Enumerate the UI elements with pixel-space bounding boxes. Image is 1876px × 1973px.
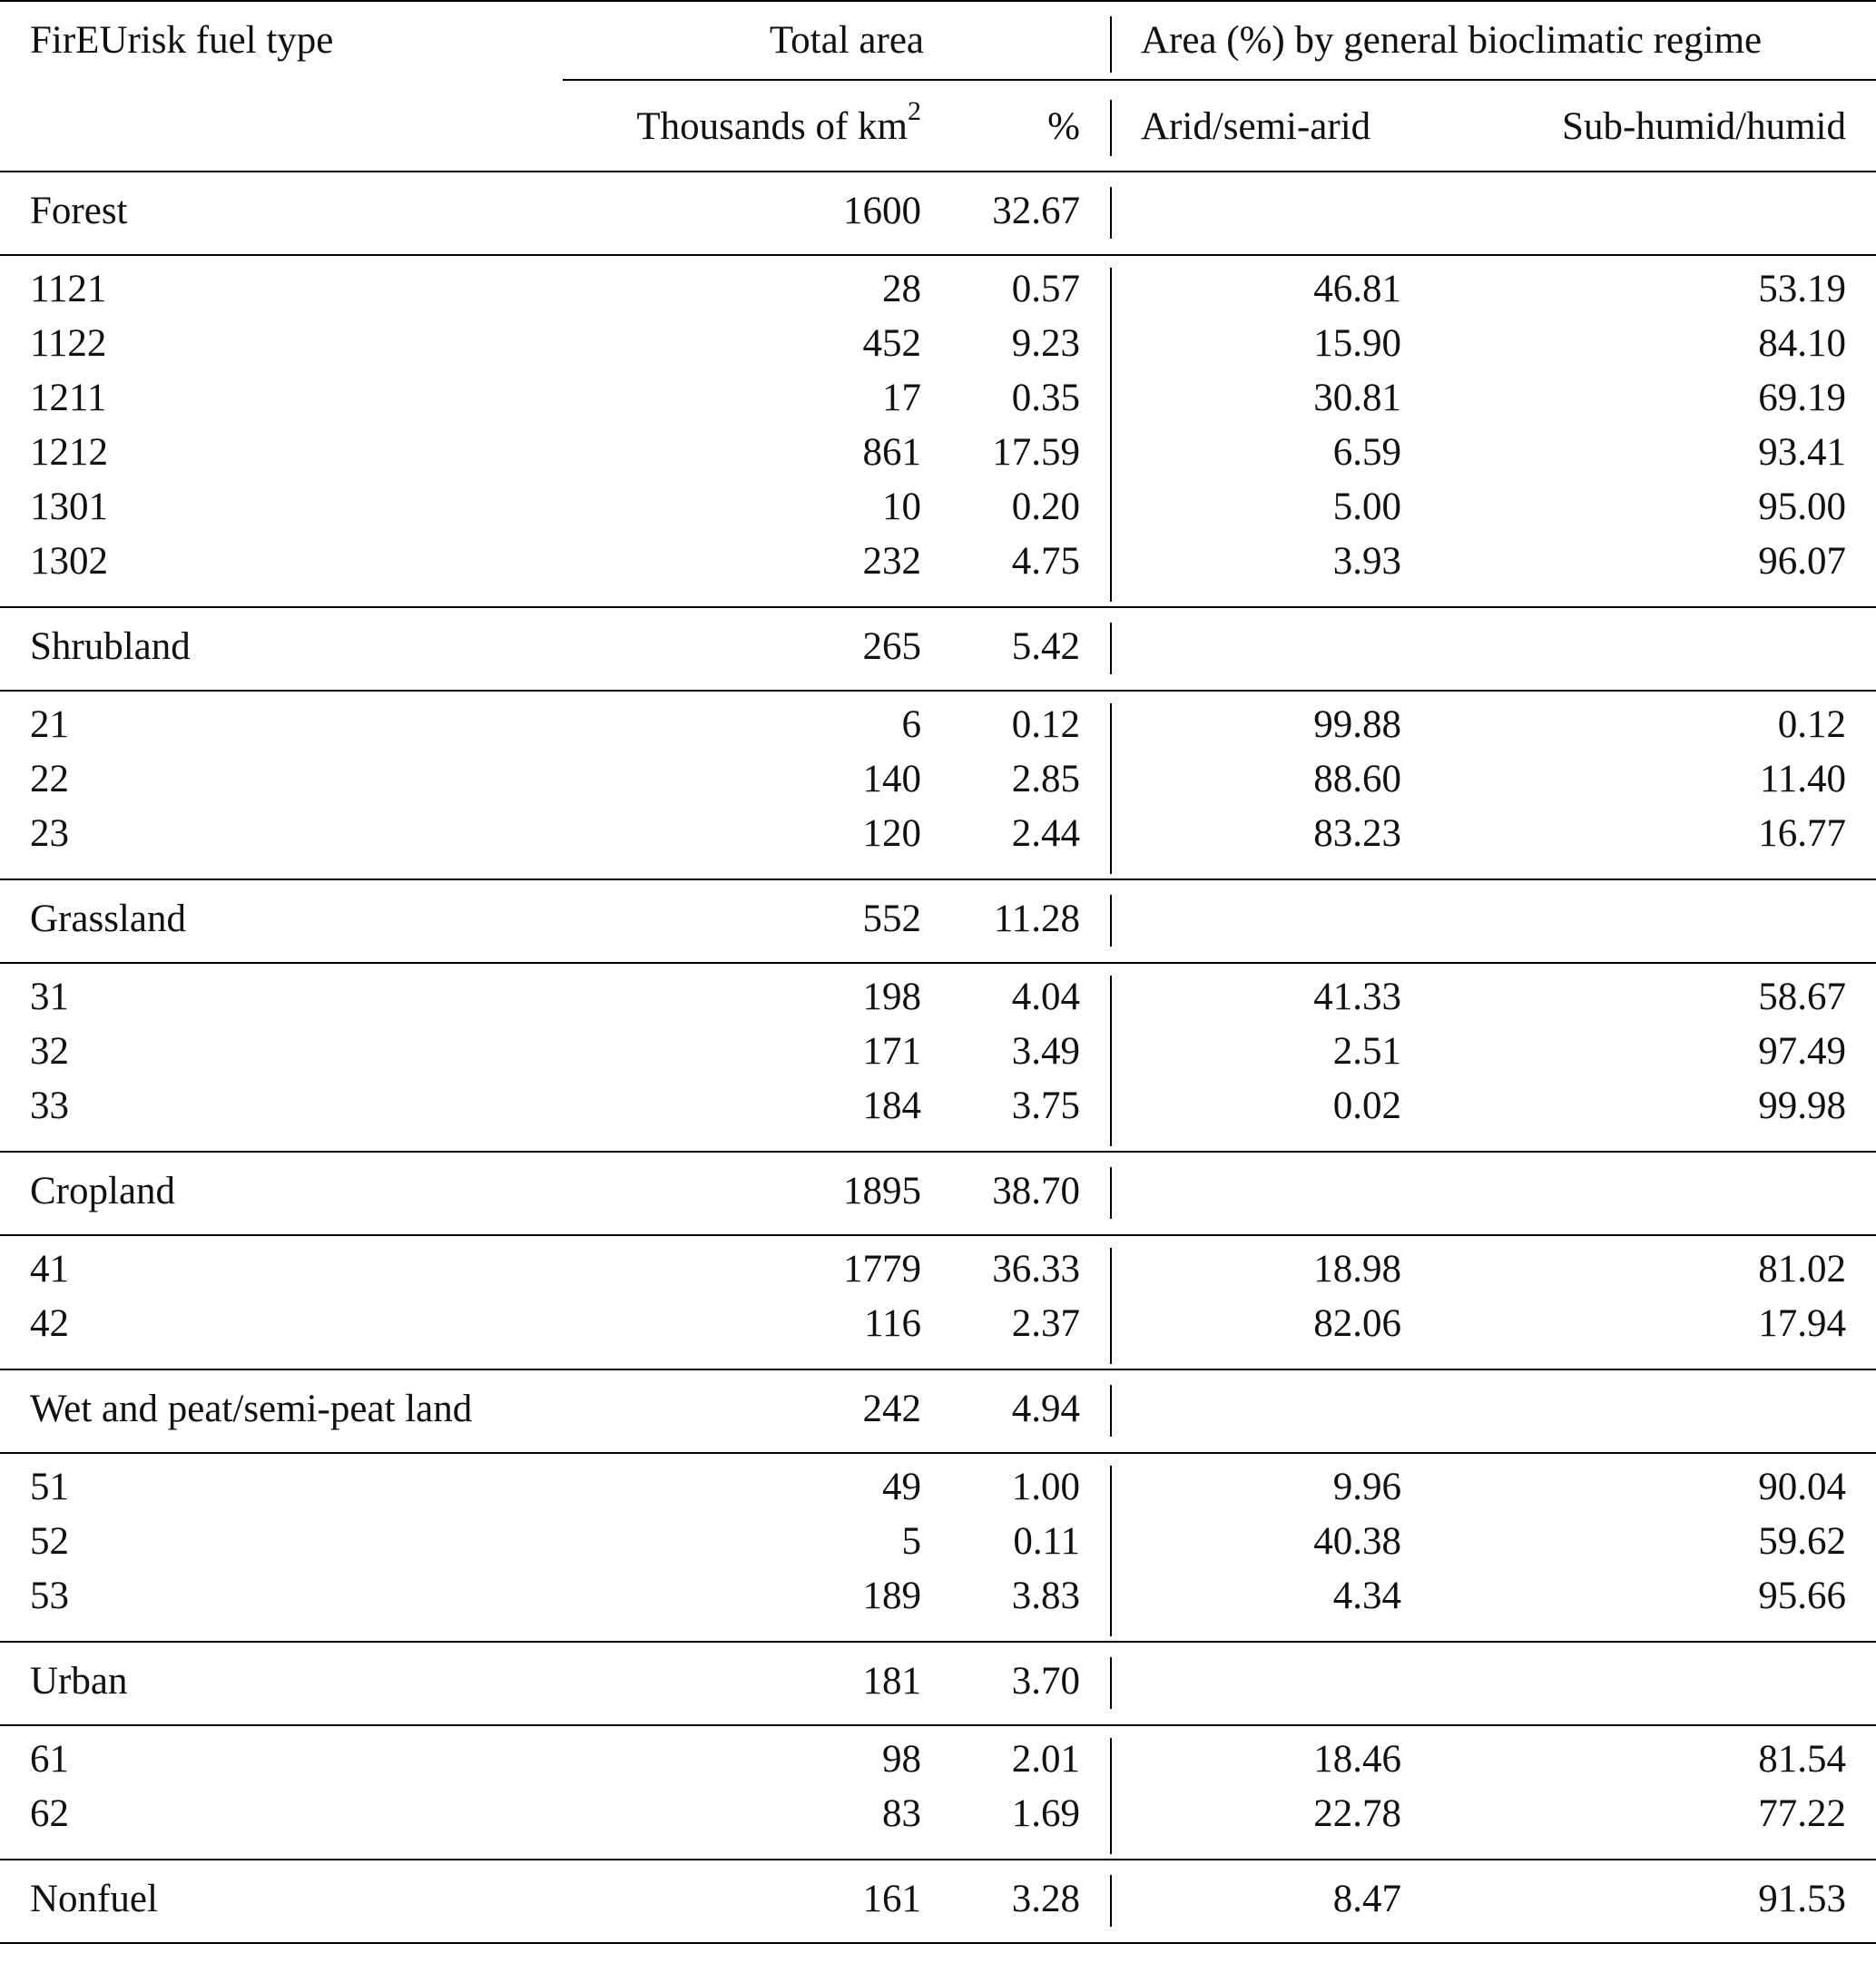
row-arid: 15.90 bbox=[1313, 322, 1401, 365]
group-area: 552 bbox=[862, 898, 921, 940]
row-pct: 0.12 bbox=[1011, 703, 1080, 746]
top-rule bbox=[0, 0, 1876, 2]
header-bottom-rule bbox=[0, 171, 1876, 172]
group-name: Cropland bbox=[30, 1170, 176, 1212]
row-code: 53 bbox=[30, 1575, 69, 1617]
row-area: 171 bbox=[862, 1030, 921, 1073]
row-area: 10 bbox=[882, 486, 921, 528]
row-arid: 88.60 bbox=[1313, 758, 1401, 800]
section-rule bbox=[0, 879, 1876, 880]
group-vline bbox=[1110, 895, 1112, 947]
header-vline-2 bbox=[1110, 100, 1112, 156]
row-humid: 84.10 bbox=[1758, 322, 1846, 365]
row-code: 1301 bbox=[30, 486, 108, 528]
row-arid: 4.34 bbox=[1332, 1575, 1401, 1617]
row-code: 42 bbox=[30, 1302, 69, 1345]
group-area: 265 bbox=[862, 625, 921, 668]
row-arid: 18.98 bbox=[1313, 1248, 1401, 1291]
group-area: 242 bbox=[862, 1388, 921, 1430]
group-rule bbox=[0, 690, 1876, 692]
row-code: 1211 bbox=[30, 377, 107, 419]
row-arid: 83.23 bbox=[1313, 812, 1401, 855]
group-pct: 11.28 bbox=[993, 898, 1080, 940]
row-humid: 59.62 bbox=[1758, 1520, 1846, 1563]
row-area: 120 bbox=[862, 812, 921, 855]
row-humid: 58.67 bbox=[1758, 976, 1846, 1018]
row-code: 52 bbox=[30, 1520, 69, 1563]
group-pct: 4.94 bbox=[1011, 1388, 1080, 1430]
row-humid: 90.04 bbox=[1758, 1466, 1846, 1508]
row-pct: 3.83 bbox=[1011, 1575, 1080, 1617]
row-arid: 82.06 bbox=[1313, 1302, 1401, 1345]
group-name: Shrubland bbox=[30, 625, 191, 668]
row-humid: 96.07 bbox=[1758, 540, 1846, 583]
row-humid: 97.49 bbox=[1758, 1030, 1846, 1073]
row-code: 33 bbox=[30, 1085, 69, 1127]
row-code: 32 bbox=[30, 1030, 69, 1073]
row-humid: 0.12 bbox=[1777, 703, 1846, 746]
row-code: 23 bbox=[30, 812, 69, 855]
rows-vline bbox=[1110, 703, 1112, 874]
row-pct: 0.20 bbox=[1011, 486, 1080, 528]
section-rule bbox=[0, 1151, 1876, 1153]
header-thousands-km2 bbox=[636, 95, 921, 149]
header-vline-1 bbox=[1110, 16, 1112, 73]
row-code: 21 bbox=[30, 703, 69, 746]
group-vline bbox=[1110, 1167, 1112, 1219]
header-arid: Arid/semi-arid bbox=[1141, 105, 1371, 148]
header-thousands-km2-text: Thousands of km bbox=[636, 105, 908, 148]
row-arid: 6.59 bbox=[1332, 431, 1401, 474]
group-rule bbox=[0, 254, 1876, 256]
group-pct: 5.42 bbox=[1011, 625, 1080, 668]
section-rule bbox=[0, 1369, 1876, 1370]
row-humid: 95.66 bbox=[1758, 1575, 1846, 1617]
row-code: 41 bbox=[30, 1248, 69, 1291]
row-arid: 46.81 bbox=[1313, 268, 1401, 310]
row-pct: 4.75 bbox=[1011, 540, 1080, 583]
group-name: Nonfuel bbox=[30, 1878, 158, 1920]
group-humid: 91.53 bbox=[1758, 1878, 1846, 1920]
group-name: Grassland bbox=[30, 898, 186, 940]
group-area: 161 bbox=[862, 1878, 921, 1920]
row-pct: 4.04 bbox=[1011, 976, 1080, 1018]
group-pct: 3.70 bbox=[1011, 1660, 1080, 1703]
row-code: 1122 bbox=[30, 322, 107, 365]
rows-vline bbox=[1110, 976, 1112, 1146]
header-fuel-type: FirEUrisk fuel type bbox=[30, 19, 334, 62]
group-rule bbox=[0, 962, 1876, 964]
section-rule bbox=[0, 606, 1876, 608]
row-area: 184 bbox=[862, 1085, 921, 1127]
group-area: 181 bbox=[862, 1660, 921, 1703]
group-pct: 3.28 bbox=[1011, 1878, 1080, 1920]
group-vline bbox=[1110, 1385, 1112, 1437]
group-vline bbox=[1110, 1875, 1112, 1927]
group-rule bbox=[0, 1724, 1876, 1726]
row-humid: 11.40 bbox=[1759, 758, 1846, 800]
row-area: 17 bbox=[882, 377, 921, 419]
row-humid: 53.19 bbox=[1758, 268, 1846, 310]
row-humid: 16.77 bbox=[1758, 812, 1846, 855]
row-arid: 2.51 bbox=[1332, 1030, 1401, 1073]
row-area: 232 bbox=[862, 540, 921, 583]
row-arid: 5.00 bbox=[1332, 486, 1401, 528]
row-pct: 0.35 bbox=[1011, 377, 1080, 419]
group-area: 1600 bbox=[843, 190, 921, 232]
row-code: 61 bbox=[30, 1738, 69, 1781]
row-area: 861 bbox=[862, 431, 921, 474]
row-arid: 30.81 bbox=[1313, 377, 1401, 419]
row-code: 51 bbox=[30, 1466, 69, 1508]
header-thousands-km2-superscript: 2 bbox=[908, 95, 921, 126]
header-total-area: Total area bbox=[769, 19, 924, 62]
row-humid: 99.98 bbox=[1758, 1085, 1846, 1127]
row-code: 1121 bbox=[30, 268, 107, 310]
group-name: Forest bbox=[30, 190, 128, 232]
row-area: 189 bbox=[862, 1575, 921, 1617]
row-arid: 41.33 bbox=[1313, 976, 1401, 1018]
group-vline bbox=[1110, 1657, 1112, 1709]
group-area: 1895 bbox=[843, 1170, 921, 1212]
rows-vline bbox=[1110, 1738, 1112, 1854]
row-area: 5 bbox=[901, 1520, 921, 1563]
row-area: 28 bbox=[882, 268, 921, 310]
header-humid: Sub-humid/humid bbox=[1562, 105, 1846, 148]
row-pct: 0.11 bbox=[1013, 1520, 1080, 1563]
rows-vline bbox=[1110, 1466, 1112, 1636]
section-rule bbox=[0, 1859, 1876, 1860]
row-arid: 3.93 bbox=[1332, 540, 1401, 583]
row-area: 140 bbox=[862, 758, 921, 800]
row-area: 198 bbox=[862, 976, 921, 1018]
row-arid: 9.96 bbox=[1332, 1466, 1401, 1508]
row-pct: 0.57 bbox=[1011, 268, 1080, 310]
group-vline bbox=[1110, 187, 1112, 239]
row-pct: 3.75 bbox=[1011, 1085, 1080, 1127]
rows-vline bbox=[1110, 268, 1112, 602]
row-pct: 36.33 bbox=[992, 1248, 1080, 1291]
row-arid: 22.78 bbox=[1313, 1792, 1401, 1835]
group-pct: 38.70 bbox=[992, 1170, 1080, 1212]
row-humid: 81.02 bbox=[1758, 1248, 1846, 1291]
row-humid: 77.22 bbox=[1758, 1792, 1846, 1835]
group-rule bbox=[0, 1942, 1876, 1944]
row-arid: 0.02 bbox=[1332, 1085, 1401, 1127]
row-pct: 2.85 bbox=[1011, 758, 1080, 800]
group-vline bbox=[1110, 623, 1112, 674]
row-code: 1212 bbox=[30, 431, 108, 474]
row-humid: 81.54 bbox=[1758, 1738, 1846, 1781]
group-name: Urban bbox=[30, 1660, 128, 1703]
row-arid: 99.88 bbox=[1313, 703, 1401, 746]
row-pct: 9.23 bbox=[1011, 322, 1080, 365]
row-area: 1779 bbox=[843, 1248, 921, 1291]
row-area: 98 bbox=[882, 1738, 921, 1781]
rows-vline bbox=[1110, 1248, 1112, 1364]
group-name: Wet and peat/semi-peat land bbox=[30, 1388, 473, 1430]
row-humid: 69.19 bbox=[1758, 377, 1846, 419]
row-area: 49 bbox=[882, 1466, 921, 1508]
row-code: 62 bbox=[30, 1792, 69, 1835]
row-area: 116 bbox=[864, 1302, 921, 1345]
row-humid: 93.41 bbox=[1758, 431, 1846, 474]
row-pct: 1.00 bbox=[1011, 1466, 1080, 1508]
group-rule bbox=[0, 1234, 1876, 1236]
row-area: 83 bbox=[882, 1792, 921, 1835]
row-area: 6 bbox=[901, 703, 921, 746]
header-area-by-regime: Area (%) by general bioclimatic regime bbox=[1141, 19, 1763, 62]
row-code: 1302 bbox=[30, 540, 108, 583]
row-area: 452 bbox=[862, 322, 921, 365]
row-pct: 2.01 bbox=[1011, 1738, 1080, 1781]
group-pct: 32.67 bbox=[992, 190, 1080, 232]
row-pct: 1.69 bbox=[1011, 1792, 1080, 1835]
section-rule bbox=[0, 1641, 1876, 1643]
row-code: 22 bbox=[30, 758, 69, 800]
row-humid: 95.00 bbox=[1758, 486, 1846, 528]
row-pct: 2.37 bbox=[1011, 1302, 1080, 1345]
header-percent: % bbox=[1047, 105, 1080, 148]
row-arid: 40.38 bbox=[1313, 1520, 1401, 1563]
group-arid: 8.47 bbox=[1332, 1878, 1401, 1920]
row-code: 31 bbox=[30, 976, 69, 1018]
row-pct: 2.44 bbox=[1011, 812, 1080, 855]
row-arid: 18.46 bbox=[1313, 1738, 1401, 1781]
group-rule bbox=[0, 1452, 1876, 1454]
row-pct: 3.49 bbox=[1011, 1030, 1080, 1073]
header-mid-rule bbox=[563, 79, 1876, 81]
row-pct: 17.59 bbox=[992, 431, 1080, 474]
row-humid: 17.94 bbox=[1758, 1302, 1846, 1345]
